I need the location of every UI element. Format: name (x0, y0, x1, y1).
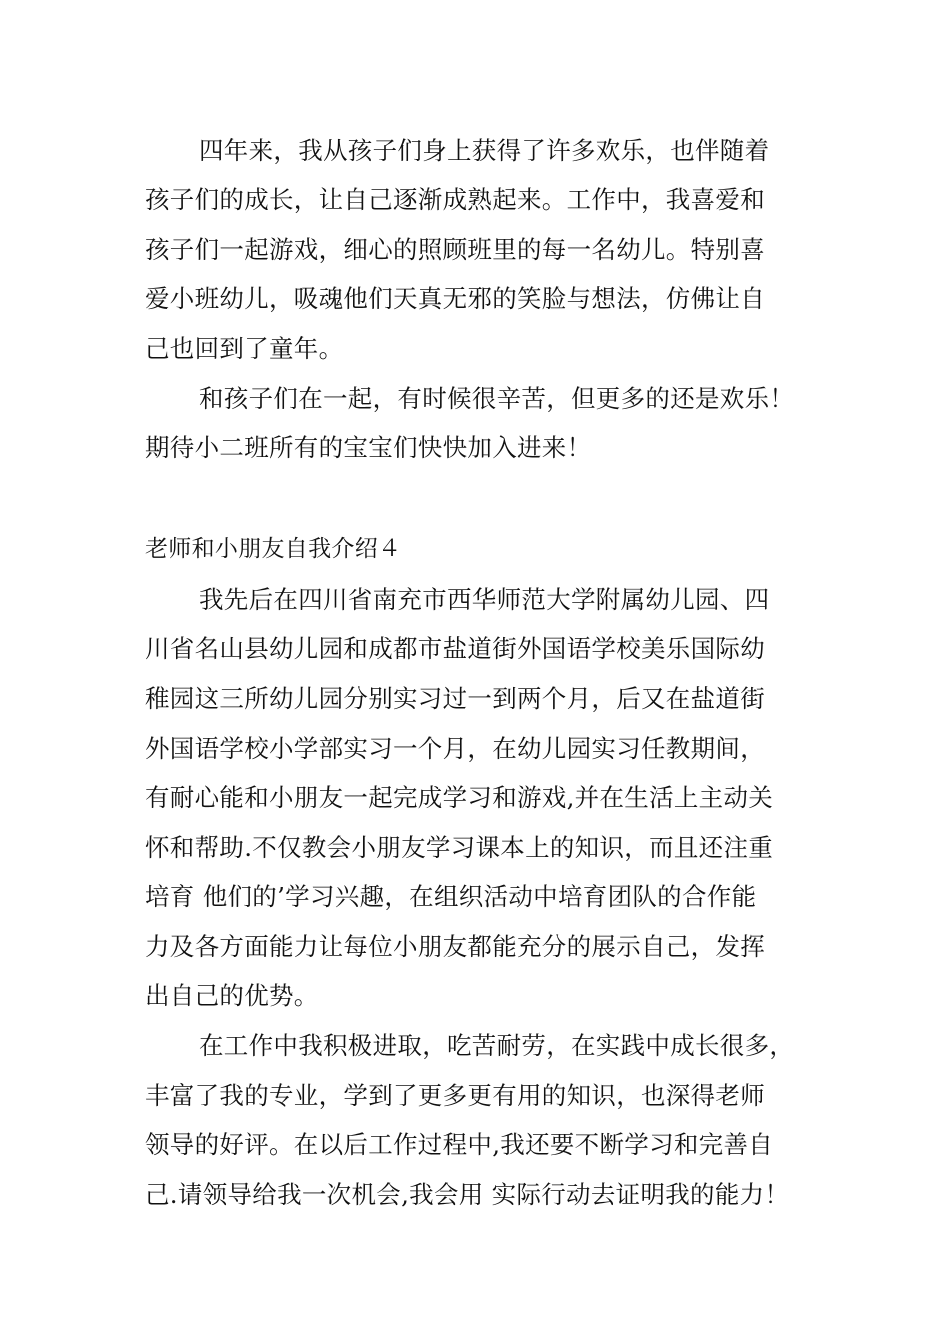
paragraph-line: 稚园这三所幼儿园分别实习过一到两个月，后又在盐道街 (145, 684, 765, 713)
paragraph-line: 四年来，我从孩子们身上获得了许多欢乐，也伴随着 (199, 136, 770, 165)
paragraph-line: 期待小二班所有的宝宝们快快加入进来！ (145, 433, 592, 462)
paragraph-line: 孩子们的成长，让自己逐渐成熟起来。工作中，我喜爱和 (145, 185, 765, 214)
paragraph-line: 领导的好评。在以后工作过程中,我还要不断学习和完善自 (145, 1130, 774, 1159)
paragraph-line: 培育 他们的’学习兴趣，在组织活动中培育团队的合作能 (145, 882, 757, 911)
paragraph-line: 出自己的优势。 (145, 981, 319, 1010)
paragraph-line: 川省名山县幼儿园和成都市盐道街外国语学校美乐国际幼 (145, 634, 765, 663)
paragraph-line: 孩子们一起游戏，细心的照顾班里的每一名幼儿。特别喜 (145, 235, 765, 264)
paragraph-line: 怀和帮助.不仅教会小朋友学习课本上的知识，而且还注重 (145, 833, 774, 862)
paragraph-line: 己.请领导给我一次机会,我会用 实际行动去证明我的能力！ (145, 1180, 790, 1209)
paragraph-line: 己也回到了童年。 (145, 334, 344, 363)
paragraph-line: 有耐心能和小朋友一起完成学习和游戏,并在生活上主动关 (145, 783, 774, 812)
paragraph-line: 丰富了我的专业，学到了更多更有用的知识，也深得老师 (145, 1081, 765, 1110)
paragraph-line: 爱小班幼儿，吸魂他们天真无邪的笑脸与想法，仿佛让自 (145, 284, 765, 313)
paragraph-line: 我先后在四川省南充市西华师范大学附属幼儿园、四 (199, 585, 770, 614)
paragraph-line: 力及各方面能力让每位小朋友都能充分的展示自己，发挥 (145, 932, 765, 961)
paragraph-line: 和孩子们在一起，有时候很辛苦，但更多的还是欢乐！ (199, 384, 795, 413)
section-heading: 老师和小朋友自我介绍４ (145, 536, 402, 562)
paragraph-line: 外国语学校小学部实习一个月，在幼儿园实习任教期间， (145, 734, 765, 763)
paragraph-line: 在工作中我积极进取，吃苦耐劳，在实践中成长很多， (199, 1031, 795, 1060)
